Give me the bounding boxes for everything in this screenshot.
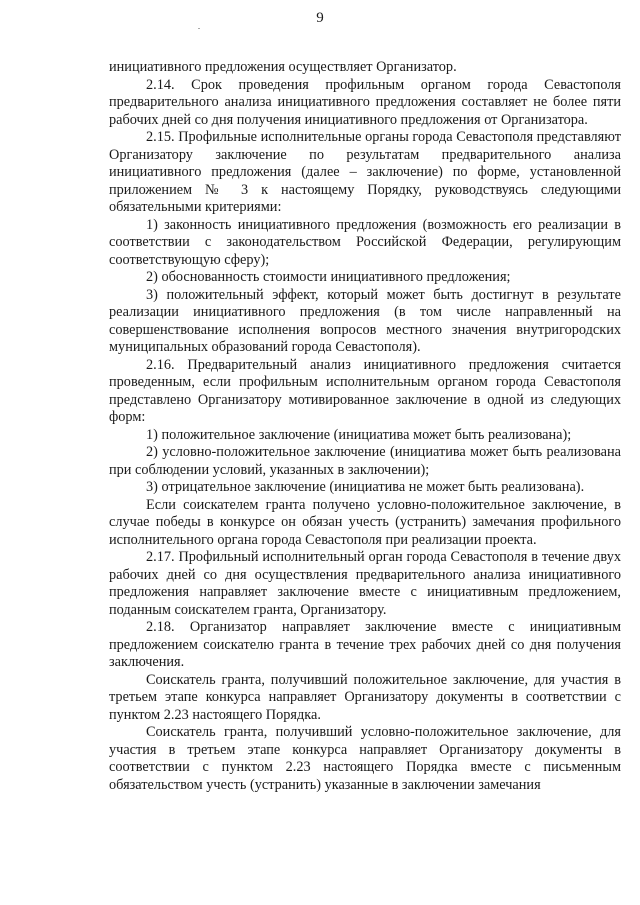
paragraph-2-14: 2.14. Срок проведения профильным органом города Севастополя предварительного анализа инициативного предложения составляет не более пяти рабочих дней со дня получения инициативного предложения от Организатора. (109, 76, 621, 128)
paragraph-2-15: 2.15. Профильные исполнительные органы города Севастополя представляют Организатору заключение по результатам предварительного анализа инициативного предложения (далее – заключение) по форме, установленной приложением № 3 к настоящему Порядку, руководствуясь следующими обязательными критериями: (109, 129, 621, 215)
paragraph-conditional-applicant: Соискатель гранта, получивший условно-положительное заключение, для участия в третьем этапе конкурса направляет Организатору документы в соответствии с пунктом 2.23 настоящего Порядка вместе с письменным обязательством учесть (устранить) указанные в заключении замечания (109, 724, 621, 793)
criterion-3: 3) положительный эффект, который может быть достигнут в результате реализации инициативного предложения (в том числе направленный на совершенствование исполнения вопросов местного значения внутригородских муниципальных образований города Севастополя). (109, 286, 621, 355)
paragraph-2-16: 2.16. Предварительный анализ инициативного предложения считается проведенным, если профильным исполнительным органом города Севастополя представлено Организатору мотивированное заключение в одной из следующих форм: (109, 356, 621, 425)
document-body (109, 59, 621, 794)
criterion-2: 2) обоснованность стоимости инициативного предложения; (146, 269, 511, 285)
paragraph-positive-applicant: Соискатель гранта, получивший положительное заключение, для участия в третьем этапе конкурса направляет Организатору документы в соответствии с пунктом 2.23 настоящего Порядка. (109, 671, 621, 723)
paragraph-2-18: 2.18. Организатор направляет заключение вместе с инициативным предложением соискателю гранта в течение трех рабочих дней со дня получения заключения. (109, 619, 621, 670)
paragraph-2-17: 2.17. Профильный исполнительный орган города Севастополя в течение двух рабочих дней со дня осуществления предварительного анализа инициативного предложения направляет заключение вместе с инициативным предложением, поданным соискателем гранта, Организатору. (109, 549, 621, 618)
scan-mark: . (198, 22, 200, 31)
page-number: 9 (316, 10, 324, 26)
paragraph-continuation: инициативного предложения осуществляет Организатор. (109, 59, 457, 75)
form-1: 1) положительное заключение (инициатива может быть реализована); (146, 426, 572, 443)
form-3: 3) отрицательное заключение (инициатива не может быть реализована). (146, 479, 585, 495)
form-2: 2) условно-положительное заключение (инициатива может быть реализована при соблюдении условий, указанных в заключении); (109, 444, 621, 478)
criterion-1: 1) законность инициативного предложения (возможность его реализации в соответствии с законодательством Российской Федерации, регулирующим соответствующую сферу); (109, 216, 621, 268)
paragraph-conditional: Если соискателем гранта получено условно-положительное заключение, в случае победы в конкурсе он обязан учесть (устранить) замечания профильного исполнительного органа города Севастополя при реализации проекта. (109, 496, 621, 548)
